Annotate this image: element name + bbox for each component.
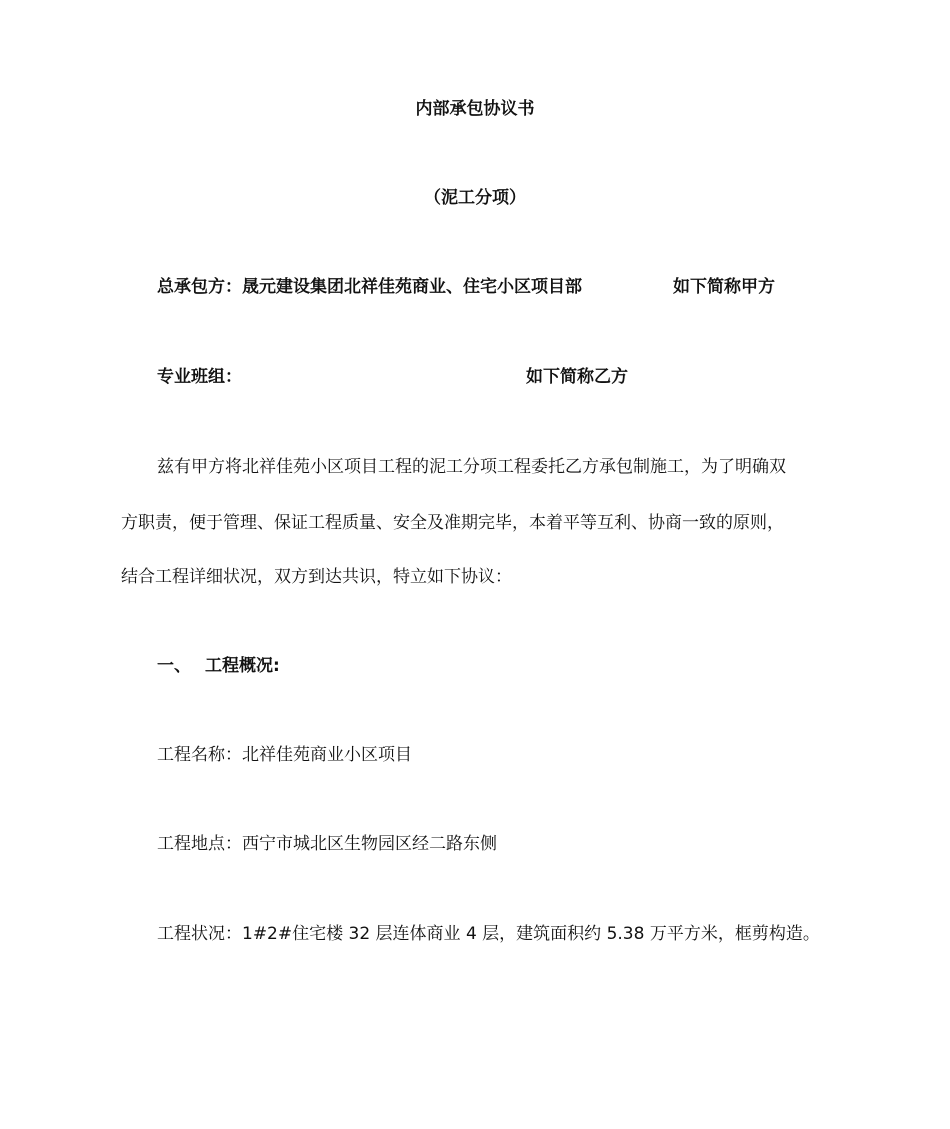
intro-paragraph-line-1: 兹有甲方将北祥佳苑小区项目工程的泥工分项工程委托乙方承包制施工，为了明确双 [157, 457, 786, 477]
section-heading-project-overview [157, 655, 280, 677]
project-status-line: 工程状况：1#2#住宅楼 32 层连体商业 4 层，建筑面积约 5.38 万平方米，框剪构造。 [157, 924, 820, 944]
document-title: 内部承包协议书 [415, 99, 535, 119]
section-heading-text: 工程概况: [205, 656, 280, 676]
party-a-alias: 如下简称甲方 [673, 277, 775, 297]
project-site-line: 工程地点：西宁市城北区生物园区经二路东侧 [157, 834, 497, 854]
intro-paragraph-line-2: 方职责，便于管理、保证工程质量、安全及准期完毕，本着平等互利、协商一致的原则， [121, 513, 784, 533]
party-b-line: 专业班组： [157, 367, 242, 387]
party-a-line: 总承包方：晟元建设集团北祥佳苑商业、住宅小区项目部 [157, 277, 582, 297]
section-number: 一、 [157, 656, 191, 676]
project-name-line: 工程名称：北祥佳苑商业小区项目 [157, 745, 412, 765]
party-b-alias: 如下简称乙方 [526, 367, 628, 387]
intro-paragraph-line-3: 结合工程详细状况，双方到达共识，特立如下协议： [121, 567, 512, 587]
document-subtitle: （泥工分项） [424, 188, 526, 208]
